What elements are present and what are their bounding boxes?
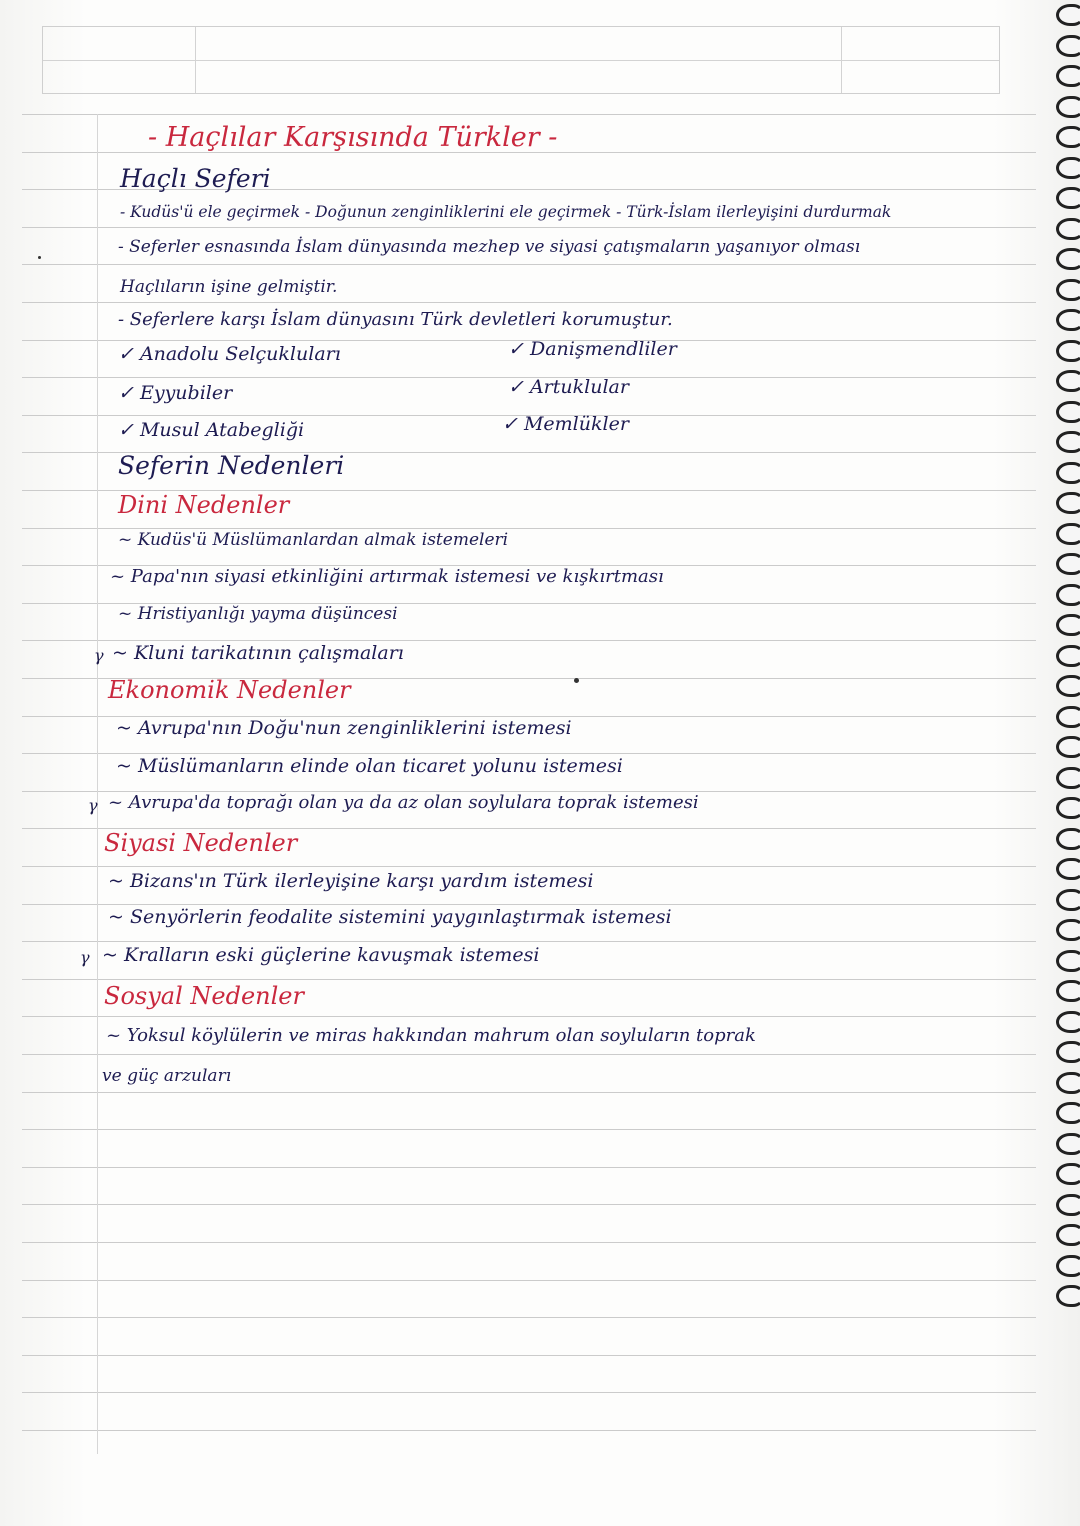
state-item: ✓ Anadolu Selçukluları: [118, 343, 341, 365]
section-heading-causes: Seferin Nedenleri: [118, 451, 345, 480]
ruled-line: [22, 941, 1036, 942]
ruled-line: [22, 904, 1036, 905]
spiral-ring: [1056, 706, 1080, 728]
state-item: ✓ Eyyubiler: [118, 382, 233, 404]
spiral-ring: [1056, 35, 1080, 57]
ruled-line: [22, 640, 1036, 641]
ruled-line: [22, 866, 1036, 867]
margin-line: [97, 114, 98, 1454]
ruled-line: [22, 1092, 1036, 1093]
goals-line: - Kudüs'ü ele geçirmek - Doğunun zenginliklerini ele geçirmek - Türk-İslam ilerleyişini durdurmak: [120, 203, 892, 221]
section-heading-hacli-seferi: Haçlı Seferi: [120, 164, 271, 193]
spiral-ring: [1056, 65, 1080, 87]
spiral-binding: [1054, 0, 1080, 1526]
spiral-ring: [1056, 1255, 1080, 1277]
spiral-ring: [1056, 1133, 1080, 1155]
ruled-line: [22, 1392, 1036, 1393]
spiral-ring: [1056, 950, 1080, 972]
political-item: ~ Bizans'ın Türk ilerleyişine karşı yardım istemesi: [108, 870, 594, 892]
spiral-ring: [1056, 1041, 1080, 1063]
spiral-ring: [1056, 645, 1080, 667]
ruled-line: [22, 1129, 1036, 1130]
spiral-ring: [1056, 1224, 1080, 1246]
spiral-ring: [1056, 553, 1080, 575]
spiral-ring: [1056, 736, 1080, 758]
political-item: ~ Kralların eski güçlerine kavuşmak istemesi: [102, 944, 540, 966]
spiral-ring: [1056, 889, 1080, 911]
spiral-ring: [1056, 675, 1080, 697]
spiral-ring: [1056, 1102, 1080, 1124]
ruled-line: [22, 1167, 1036, 1168]
ink-dot: [38, 256, 41, 259]
spiral-ring: [1056, 96, 1080, 118]
economic-item: ~ Müslümanların elinde olan ticaret yolunu istemesi: [116, 755, 623, 777]
political-item: ~ Senyörlerin feodalite sistemini yaygınlaştırmak istemesi: [108, 906, 672, 928]
religious-item: ~ Kluni tarikatının çalışmaları: [112, 642, 404, 664]
spiral-ring: [1056, 1194, 1080, 1216]
spiral-ring: [1056, 767, 1080, 789]
religious-item: ~ Kudüs'ü Müslümanlardan almak istemeleri: [118, 530, 509, 550]
spiral-ring: [1056, 1072, 1080, 1094]
islam-line-2: Haçlıların işine gelmiştir.: [120, 277, 338, 297]
spiral-ring: [1056, 919, 1080, 941]
subheading-political: Siyasi Nedenler: [104, 829, 298, 857]
spiral-ring: [1056, 126, 1080, 148]
spiral-ring: [1056, 828, 1080, 850]
social-item-continued: ve güç arzuları: [102, 1066, 232, 1086]
state-item: ✓ Artuklular: [508, 376, 629, 398]
economic-item: ~ Avrupa'da toprağı olan ya da az olan soylulara toprak istemesi: [108, 792, 699, 813]
spiral-ring: [1056, 980, 1080, 1002]
state-item: ✓ Musul Atabegliği: [118, 419, 305, 441]
ruled-line: [22, 1430, 1036, 1431]
state-item: ✓ Danişmendliler: [508, 338, 677, 360]
islam-line-1: - Seferler esnasında İslam dünyasında mezhep ve siyasi çatışmaların yaşanıyor olması: [118, 237, 861, 257]
ruled-line: [22, 1016, 1036, 1017]
ink-dot: [574, 678, 579, 683]
defenders-line: - Seferlere karşı İslam dünyasını Türk devletleri korumuştur.: [118, 309, 673, 330]
state-item: ✓ Memlükler: [502, 413, 629, 435]
ruled-line: [22, 528, 1036, 529]
spiral-ring: [1056, 797, 1080, 819]
ruled-line: [22, 1204, 1036, 1205]
spiral-ring: [1056, 1163, 1080, 1185]
spiral-ring: [1056, 492, 1080, 514]
spiral-ring: [1056, 218, 1080, 240]
ruled-line: [22, 302, 1036, 303]
ruled-line: [22, 979, 1036, 980]
spiral-ring: [1056, 309, 1080, 331]
spiral-ring: [1056, 279, 1080, 301]
margin-mark: γ: [80, 948, 90, 967]
spiral-ring: [1056, 340, 1080, 362]
subheading-social: Sosyal Nedenler: [104, 982, 304, 1010]
spiral-ring: [1056, 614, 1080, 636]
ruled-line: [22, 114, 1036, 115]
spiral-ring: [1056, 431, 1080, 453]
spiral-ring: [1056, 858, 1080, 880]
ruled-line: [22, 1355, 1036, 1356]
spiral-ring: [1056, 1285, 1080, 1307]
ruled-line: [22, 1280, 1036, 1281]
ruled-line: [22, 227, 1036, 228]
margin-mark: γ: [88, 796, 98, 815]
spiral-ring: [1056, 157, 1080, 179]
ruled-line: [22, 1317, 1036, 1318]
subheading-economic: Ekonomik Nedenler: [108, 676, 351, 704]
religious-item: ~ Papa'nın siyasi etkinliğini artırmak istemesi ve kışkırtması: [110, 566, 664, 587]
spiral-ring: [1056, 462, 1080, 484]
spiral-ring: [1056, 370, 1080, 392]
page-title: - Haçlılar Karşısında Türkler -: [148, 122, 558, 153]
spiral-ring: [1056, 584, 1080, 606]
social-item: ~ Yoksul köylülerin ve miras hakkından mahrum olan soyluların toprak: [106, 1025, 756, 1046]
religious-item: ~ Hristiyanlığı yayma düşüncesi: [118, 604, 398, 624]
ruled-line: [22, 1054, 1036, 1055]
ruled-line: [22, 753, 1036, 754]
economic-item: ~ Avrupa'nın Doğu'nun zenginliklerini istemesi: [116, 717, 572, 739]
spiral-ring: [1056, 1011, 1080, 1033]
spiral-ring: [1056, 523, 1080, 545]
spiral-ring: [1056, 187, 1080, 209]
spiral-ring: [1056, 248, 1080, 270]
spiral-ring: [1056, 401, 1080, 423]
ruled-line: [22, 1242, 1036, 1243]
ruled-line: [22, 264, 1036, 265]
spiral-ring: [1056, 4, 1080, 26]
header-box: [42, 26, 1000, 94]
margin-mark: γ: [94, 646, 104, 665]
subheading-religious: Dini Nedenler: [118, 491, 290, 519]
